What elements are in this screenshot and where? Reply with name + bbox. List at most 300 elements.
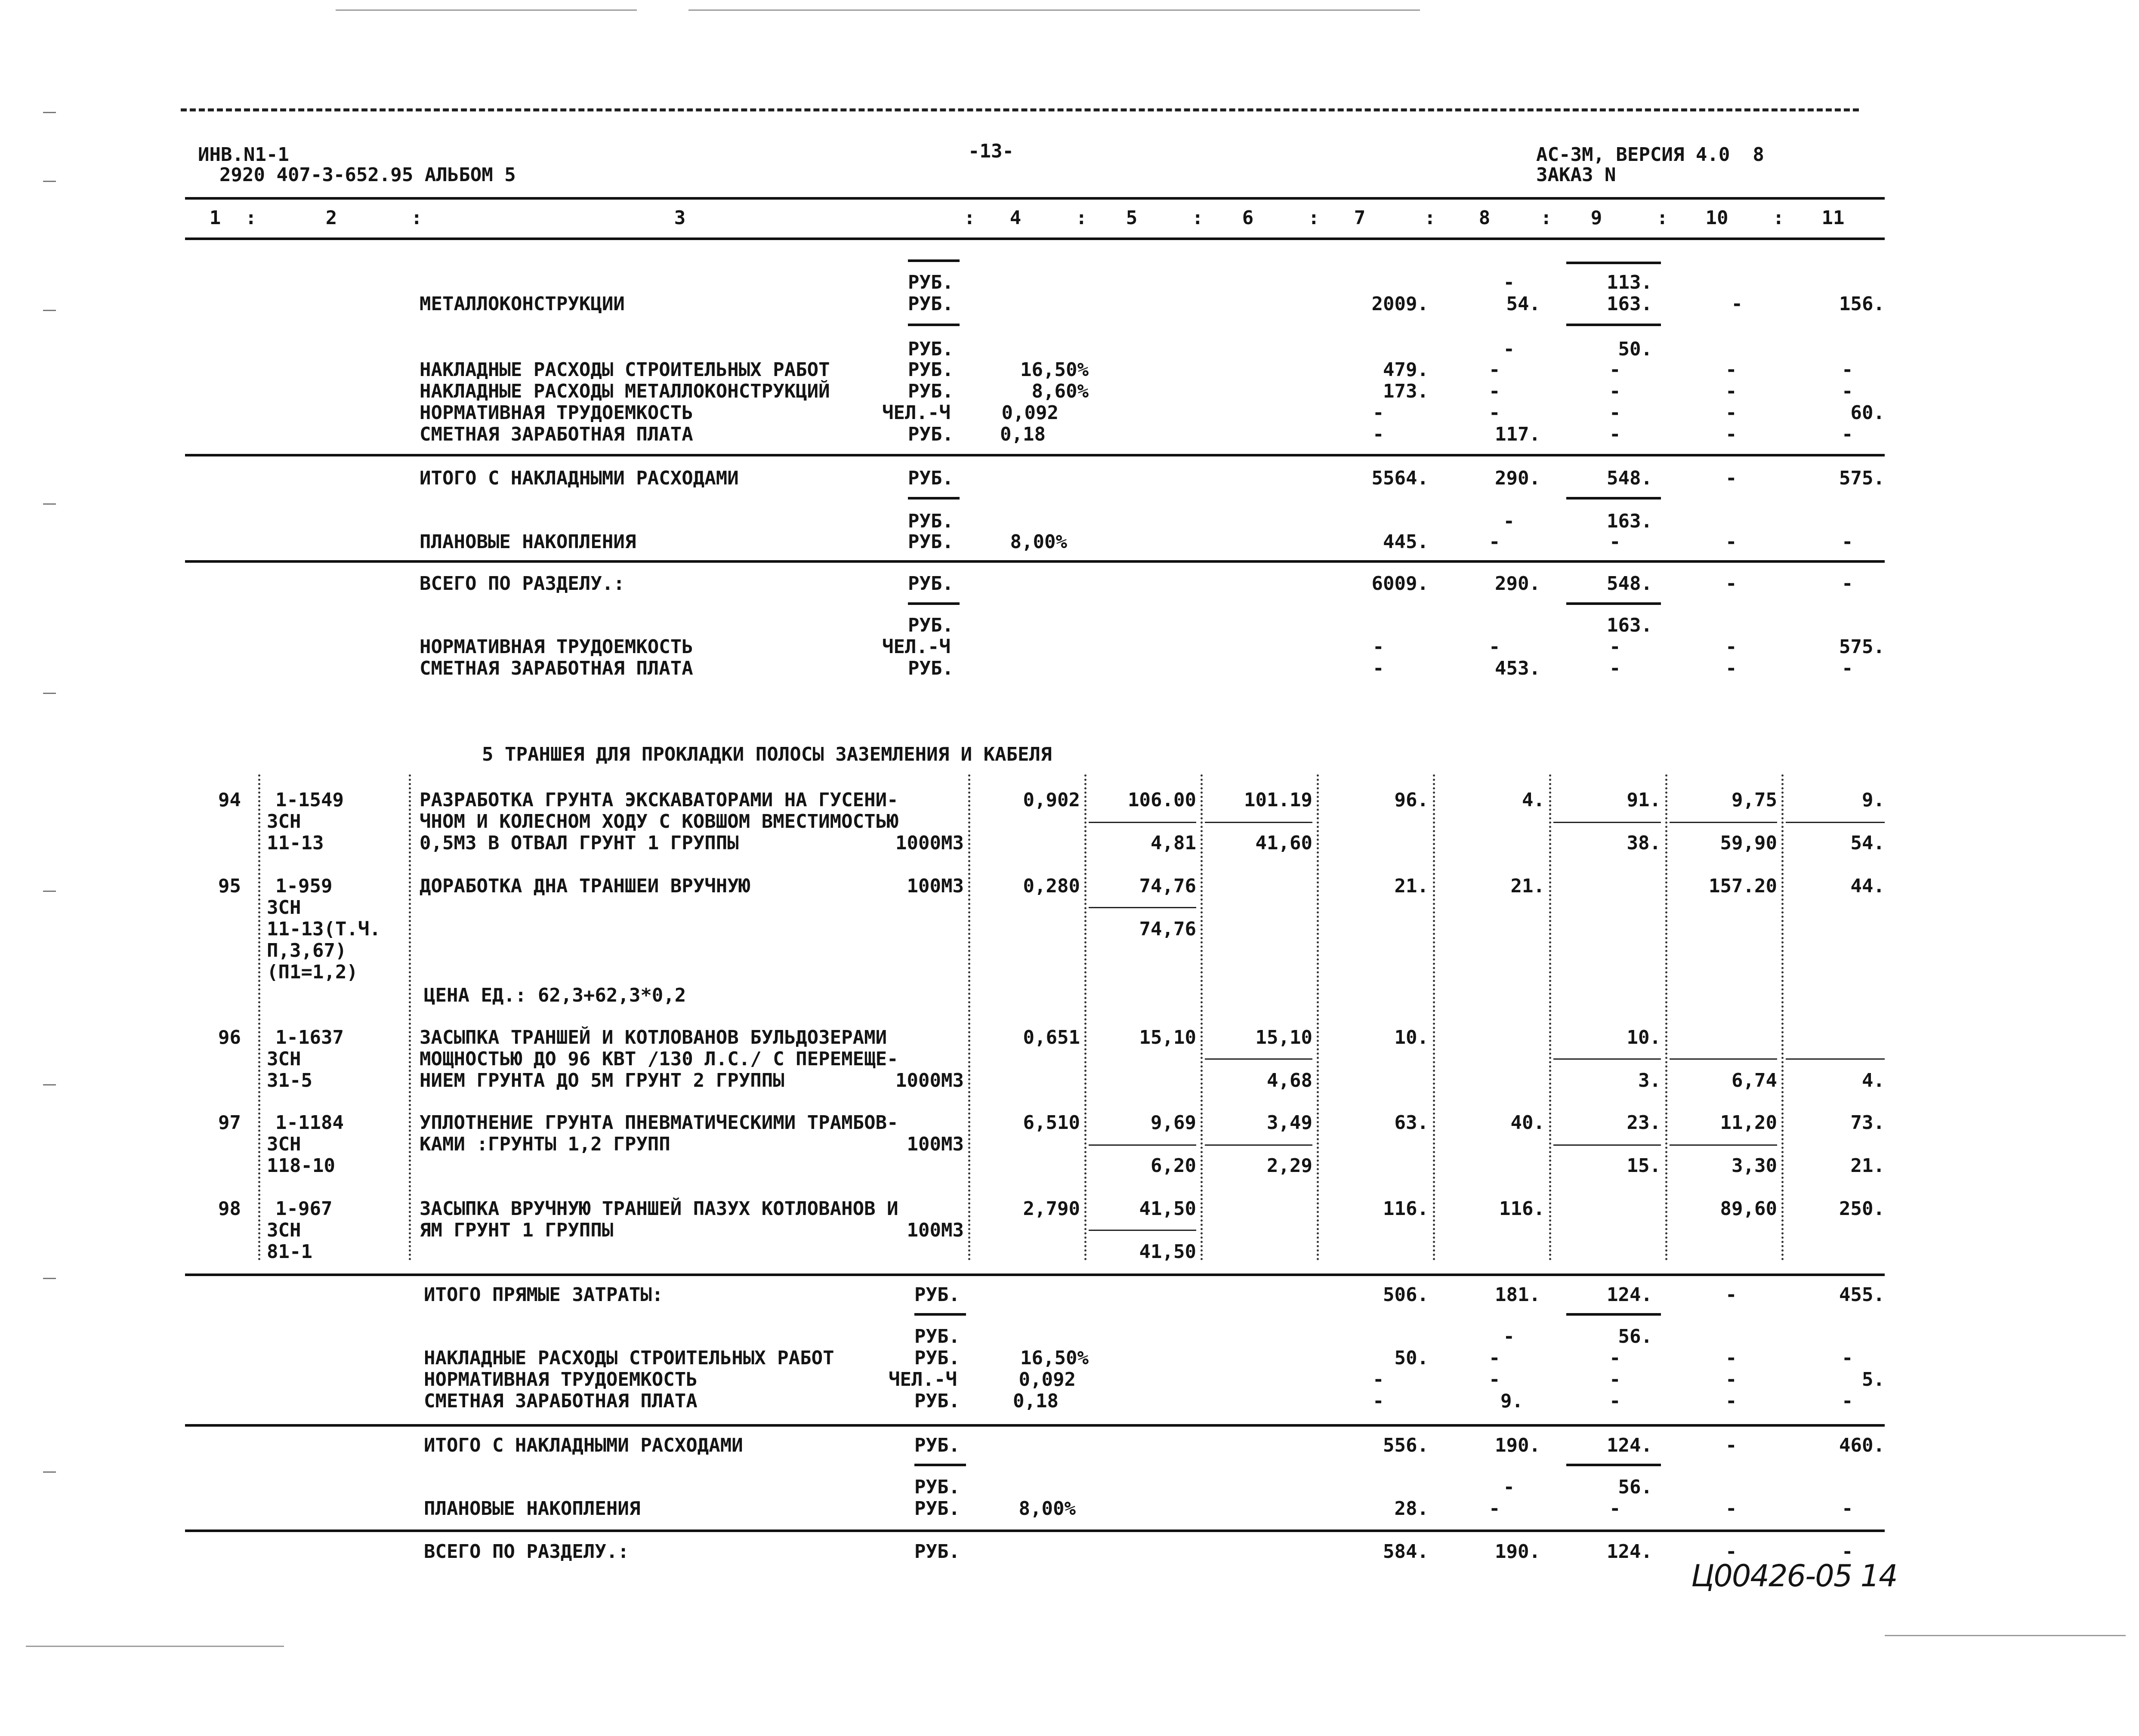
cell-c8: 181. (1495, 1284, 1540, 1306)
cell-c5: 6,20 (1151, 1155, 1196, 1177)
cell-c9: 56. (1618, 1476, 1652, 1498)
row-label: НАКЛАДНЫЕ РАСХОДЫ СТРОИТЕЛЬНЫХ РАБОТ (424, 1347, 834, 1369)
cell-rule (1553, 1144, 1661, 1146)
edge-mark (43, 1084, 56, 1085)
rate-code: 11-13(Т.Ч. (267, 918, 381, 940)
cell-c7: - (1373, 402, 1384, 424)
column-separator (409, 774, 411, 1261)
cell-c8: - (1503, 338, 1515, 360)
work-description: УПЛОТНЕНИЕ ГРУНТА ПНЕВМАТИЧЕСКИМИ ТРАМБОВ- (420, 1112, 898, 1134)
row-label: ПЛАНОВЫЕ НАКОПЛЕНИЯ (424, 1498, 641, 1520)
unit-label: РУБ. (908, 338, 954, 360)
cell-c11: - (1842, 1498, 1853, 1520)
cell-c9: 23. (1627, 1112, 1661, 1134)
cell-c7: 2009. (1371, 293, 1429, 315)
cell-c8: - (1489, 359, 1500, 381)
cell-c5: 106.00 (1128, 789, 1196, 811)
cell-c8: 54. (1506, 293, 1540, 315)
column-separator (258, 774, 260, 1261)
unit-underline (908, 259, 960, 262)
unit-label: РУБ. (908, 614, 954, 636)
cell-c10: - (1725, 636, 1737, 658)
column-separator (1781, 774, 1784, 1261)
cell-c4: 0,18 (1000, 423, 1046, 445)
cell-c11: 9. (1862, 789, 1885, 811)
cell-c11: - (1842, 573, 1853, 595)
cell-c8: - (1503, 1476, 1515, 1498)
total-label: ИТОГО С НАКЛАДНЫМИ РАСХОДАМИ (420, 467, 739, 489)
column-number: 4 (1009, 207, 1022, 229)
cell-c7: - (1373, 1390, 1384, 1412)
cell-c10: - (1725, 1434, 1737, 1456)
cell-c9: - (1609, 359, 1621, 381)
cell-c7: 556. (1383, 1434, 1429, 1456)
section-rule (185, 1424, 1885, 1427)
column-number: 8 (1478, 207, 1491, 229)
unit-label: РУБ. (908, 380, 954, 402)
cell-c9: 124. (1607, 1541, 1652, 1563)
edge-mark (43, 1471, 56, 1473)
cell-c8: 117. (1495, 423, 1540, 445)
cell-c10: - (1725, 467, 1737, 489)
section-title: 5 ТРАНШЕЯ ДЛЯ ПРОКЛАДКИ ПОЛОСЫ ЗАЗЕМЛЕНИЯ И КАБЕЛЯ (482, 743, 1052, 765)
rate-code: (П1=1,2) (267, 961, 358, 983)
cell-c11: 44. (1850, 875, 1885, 897)
cell-c8: - (1489, 1498, 1500, 1520)
cell-c10: - (1725, 1498, 1737, 1520)
cell-c8: - (1489, 531, 1500, 553)
unit-label: 100М3 (907, 875, 964, 897)
work-description: НИЕМ ГРУНТА ДО 5М ГРУНТ 2 ГРУППЫ (420, 1070, 784, 1092)
cell-c6: 101.19 (1244, 789, 1312, 811)
rate-code: ЗСН (267, 1133, 301, 1155)
scan-mark-line (26, 1646, 284, 1647)
column-separator (1201, 774, 1203, 1261)
cell-c7: 10. (1394, 1027, 1429, 1048)
cell-c10: - (1725, 573, 1737, 595)
cell-c10: - (1731, 293, 1743, 315)
header-rule (185, 197, 1885, 200)
cell-c9: - (1609, 423, 1621, 445)
cell-c7: 96. (1394, 789, 1429, 811)
cell-c8: - (1489, 636, 1500, 658)
cell-c4: 8,60% (1031, 380, 1089, 402)
rate-code: 1-1637 (275, 1027, 344, 1048)
cell-rule (1566, 262, 1661, 264)
cell-c7: 5564. (1371, 467, 1429, 489)
column-number: 6 (1242, 207, 1254, 229)
cell-c5: 41,50 (1139, 1241, 1196, 1263)
column-separator (1665, 774, 1667, 1261)
cell-c10: 59,90 (1720, 832, 1777, 854)
cell-c7: 50. (1394, 1347, 1429, 1369)
cell-c4: 8,00% (1019, 1498, 1076, 1520)
cell-c4: 6,510 (1023, 1112, 1080, 1134)
cell-c9: - (1609, 1498, 1621, 1520)
cell-c7: 6009. (1371, 573, 1429, 595)
cell-rule (1670, 1144, 1777, 1146)
cell-rule (1205, 1058, 1312, 1060)
unit-label: 1000М3 (895, 832, 964, 854)
cell-c5: 41,50 (1139, 1198, 1196, 1220)
cell-c8: - (1503, 510, 1515, 532)
column-number: 2 (325, 207, 337, 229)
cell-c7: - (1373, 423, 1384, 445)
cell-c10: - (1725, 423, 1737, 445)
column-separator (1549, 774, 1551, 1261)
cell-c11: - (1842, 359, 1853, 381)
cell-c6: 41,60 (1255, 832, 1312, 854)
order-number: ЗАКАЗ N (1536, 164, 1616, 186)
unit-label: РУБ. (908, 657, 954, 679)
top-dashed-rule (181, 108, 1859, 111)
cell-c9: - (1609, 657, 1621, 679)
unit-label: РУБ. (908, 359, 954, 381)
column-separator (1317, 774, 1319, 1261)
cell-c4: 0,651 (1023, 1027, 1080, 1048)
cell-c9: - (1609, 380, 1621, 402)
cell-c7: - (1373, 657, 1384, 679)
cell-c8: 4. (1522, 789, 1545, 811)
row-label: СМЕТНАЯ ЗАРАБОТНАЯ ПЛАТА (424, 1390, 698, 1412)
cell-c7: 21. (1394, 875, 1429, 897)
cell-c8: 290. (1495, 467, 1540, 489)
rate-code: ЗСН (267, 1219, 301, 1241)
cell-c9: 124. (1607, 1284, 1652, 1306)
total-label: ИТОГО С НАКЛАДНЫМИ РАСХОДАМИ (424, 1434, 743, 1456)
cell-c4: 2,790 (1023, 1198, 1080, 1220)
page-number: -13- (968, 140, 1014, 162)
cell-c11: 156. (1839, 293, 1885, 315)
rate-code: П,3,67) (267, 940, 347, 962)
cell-rule (1566, 602, 1661, 605)
row-label: ПЛАНОВЫЕ НАКОПЛЕНИЯ (420, 531, 636, 553)
rate-code: ЗСН (267, 811, 301, 833)
work-description: ЧНОМ И КОЛЕСНОМ ХОДУ С КОВШОМ ВМЕСТИМОСТЬЮ (420, 811, 898, 833)
unit-label: РУБ. (914, 1434, 960, 1456)
column-number: 11 (1821, 207, 1845, 229)
cell-rule (1553, 822, 1661, 823)
row-label: НАКЛАДНЫЕ РАСХОДЫ СТРОИТЕЛЬНЫХ РАБОТ (420, 359, 830, 381)
cell-c4: 16,50% (1020, 1347, 1089, 1369)
rate-code: 11-13 (267, 832, 324, 854)
cell-c10: 9,75 (1732, 789, 1777, 811)
row-label: СМЕТНАЯ ЗАРАБОТНАЯ ПЛАТА (420, 423, 693, 445)
cell-c10: 157.20 (1709, 875, 1777, 897)
cell-c9: 38. (1627, 832, 1661, 854)
cell-c9: 91. (1627, 789, 1661, 811)
unit-underline (914, 1313, 966, 1316)
item-number: 98 (218, 1198, 241, 1220)
row-label: МЕТАЛЛОКОНСТРУКЦИИ (420, 293, 625, 315)
work-description: 0,5М3 В ОТВАЛ ГРУНТ 1 ГРУППЫ (420, 832, 739, 854)
cell-rule (1089, 822, 1196, 823)
cell-c8: - (1489, 1347, 1500, 1369)
cell-c9: 163. (1607, 510, 1652, 532)
cell-c11: 250. (1839, 1198, 1885, 1220)
cell-c11: 575. (1839, 467, 1885, 489)
cell-c9: - (1609, 1347, 1621, 1369)
cell-c4: 8,00% (1010, 531, 1067, 553)
cell-rule (1566, 1313, 1661, 1316)
cell-rule (1786, 1058, 1885, 1060)
column-number: 1 (209, 207, 221, 229)
unit-label: РУБ. (914, 1476, 960, 1498)
unit-underline (908, 324, 960, 326)
unit-label: РУБ. (914, 1284, 960, 1306)
cell-rule (1089, 1230, 1196, 1231)
cell-c10: - (1725, 1541, 1737, 1563)
edge-mark (43, 310, 56, 311)
cell-c11: 73. (1850, 1112, 1885, 1134)
unit-label: РУБ. (914, 1541, 960, 1563)
work-description: ДОРАБОТКА ДНА ТРАНШЕИ ВРУЧНУЮ (420, 875, 750, 897)
cell-c7: 479. (1383, 359, 1429, 381)
cell-rule (1566, 324, 1661, 326)
column-separator (1084, 774, 1086, 1261)
column-number: 7 (1354, 207, 1366, 229)
cell-c11: - (1842, 423, 1853, 445)
cell-c11: 575. (1839, 636, 1885, 658)
item-number: 96 (218, 1027, 241, 1048)
cell-c10: 11,20 (1720, 1112, 1777, 1134)
section-total-label: ВСЕГО ПО РАЗДЕЛУ.: (424, 1541, 629, 1563)
rate-code: 1-1184 (275, 1112, 344, 1134)
rate-code: 31-5 (267, 1070, 312, 1092)
row-label: НАКЛАДНЫЕ РАСХОДЫ МЕТАЛЛОКОНСТРУКЦИЙ (420, 380, 830, 402)
row-label: НОРМАТИВНАЯ ТРУДОЕМКОСТЬ (420, 636, 693, 658)
cell-c8: - (1503, 1326, 1515, 1347)
edge-mark (43, 693, 56, 694)
cell-c7: 506. (1383, 1284, 1429, 1306)
unit-label: ЧЕЛ.-Ч (882, 402, 951, 424)
rate-code: ЗСН (267, 1048, 301, 1070)
cell-c7: 445. (1383, 531, 1429, 553)
cell-c4: 16,50% (1020, 359, 1089, 381)
cell-c6: 3,49 (1267, 1112, 1312, 1134)
cell-rule (1205, 1144, 1312, 1146)
unit-label: РУБ. (908, 531, 954, 553)
rate-code: 1-959 (275, 875, 333, 897)
cell-rule (1205, 822, 1312, 823)
cell-c5: 9,69 (1151, 1112, 1196, 1134)
cell-c8: 290. (1495, 573, 1540, 595)
header-rule (185, 237, 1885, 240)
cell-c6: 2,29 (1267, 1155, 1312, 1177)
cell-c7: 63. (1394, 1112, 1429, 1134)
unit-underline (908, 497, 960, 500)
unit-label: РУБ. (908, 573, 954, 595)
cell-c11: 21. (1850, 1155, 1885, 1177)
cell-c8: 116. (1499, 1198, 1545, 1220)
cell-c11: - (1842, 531, 1853, 553)
cell-c10: - (1725, 657, 1737, 679)
unit-label: ЧЕЛ.-Ч (889, 1369, 957, 1391)
unit-label: 100М3 (907, 1219, 964, 1241)
cell-c5: 74,76 (1139, 918, 1196, 940)
row-label: НОРМАТИВНАЯ ТРУДОЕМКОСТЬ (424, 1369, 698, 1391)
cell-c11: - (1842, 380, 1853, 402)
cell-c7: 173. (1383, 380, 1429, 402)
cell-rule (1553, 1058, 1661, 1060)
cell-c11: 4. (1862, 1070, 1885, 1092)
column-separator (1433, 774, 1435, 1261)
unit-label: 1000М3 (895, 1070, 964, 1092)
rate-code: ЗСН (267, 897, 301, 919)
column-number: 9 (1590, 207, 1602, 229)
cell-rule (1566, 497, 1661, 500)
section-rule (185, 1529, 1885, 1532)
cell-c5: 74,76 (1139, 875, 1196, 897)
cell-c9: 10. (1627, 1027, 1661, 1048)
work-description: ЗАСЫПКА ВРУЧНУЮ ТРАНШЕЙ ПАЗУХ КОТЛОВАНОВ И (420, 1198, 898, 1220)
cell-rule (1566, 1464, 1661, 1466)
cell-c5: 15,10 (1139, 1027, 1196, 1048)
cell-c8: 9. (1500, 1390, 1523, 1412)
cell-c5: 4,81 (1151, 832, 1196, 854)
cell-c11: - (1842, 1541, 1853, 1563)
unit-label: РУБ. (914, 1326, 960, 1347)
cell-c10: - (1725, 380, 1737, 402)
cell-c11: 455. (1839, 1284, 1885, 1306)
cell-c9: 15. (1627, 1155, 1661, 1177)
cell-c7: 584. (1383, 1541, 1429, 1563)
cell-c9: 163. (1607, 293, 1652, 315)
cell-c6: 15,10 (1255, 1027, 1312, 1048)
cell-rule (1670, 1058, 1777, 1060)
cell-c11: 5. (1862, 1369, 1885, 1391)
cell-c9: 56. (1618, 1326, 1652, 1347)
item-number: 97 (218, 1112, 241, 1134)
cell-rule (1089, 1144, 1196, 1146)
rate-code: 1-1549 (275, 789, 344, 811)
cell-c11: 460. (1839, 1434, 1885, 1456)
cell-c8: - (1503, 271, 1515, 293)
cell-c11: 54. (1850, 832, 1885, 854)
cell-c9: - (1609, 636, 1621, 658)
edge-mark (43, 1278, 56, 1279)
column-separator (968, 774, 970, 1261)
cell-c9: 548. (1607, 467, 1652, 489)
cell-c9: - (1609, 402, 1621, 424)
unit-underline (914, 1464, 966, 1466)
scan-mark-line (336, 9, 637, 11)
cell-c9: 163. (1607, 614, 1652, 636)
cell-c8: 453. (1495, 657, 1540, 679)
cell-c8: 190. (1495, 1434, 1540, 1456)
cell-c9: 124. (1607, 1434, 1652, 1456)
work-description: МОЩНОСТЬЮ ДО 96 КВТ /130 Л.С./ С ПЕРЕМЕЩЕ- (420, 1048, 898, 1070)
cell-rule (1089, 907, 1196, 908)
cell-c7: - (1373, 1369, 1384, 1391)
total-label: ИТОГО ПРЯМЫЕ ЗАТРАТЫ: (424, 1284, 664, 1306)
section-total-label: ВСЕГО ПО РАЗДЕЛУ.: (420, 573, 625, 595)
unit-label: РУБ. (908, 423, 954, 445)
cell-c9: - (1609, 1369, 1621, 1391)
row-label: СМЕТНАЯ ЗАРАБОТНАЯ ПЛАТА (420, 657, 693, 679)
rate-code: 81-1 (267, 1241, 312, 1263)
rate-code: 1-967 (275, 1198, 333, 1220)
cell-c10: - (1725, 359, 1737, 381)
unit-label: РУБ. (914, 1347, 960, 1369)
column-number: 3 (674, 207, 686, 229)
cell-c10: - (1725, 1369, 1737, 1391)
edge-mark (43, 891, 56, 892)
cell-c4: 0,280 (1023, 875, 1080, 897)
unit-label: РУБ. (914, 1498, 960, 1520)
project-code: 2920 407-3-652.95 АЛЬБОМ 5 (219, 164, 516, 186)
unit-underline (908, 602, 960, 605)
cell-c9: - (1609, 1390, 1621, 1412)
cell-c4: 0,902 (1023, 789, 1080, 811)
cell-c4: 0,092 (1001, 402, 1059, 424)
unit-label: РУБ. (914, 1390, 960, 1412)
cell-c9: 113. (1607, 271, 1652, 293)
cell-c7: 116. (1383, 1198, 1429, 1220)
edge-mark (43, 181, 56, 182)
rate-code: 118-10 (267, 1155, 335, 1177)
unit-label: 100М3 (907, 1133, 964, 1155)
section-rule (185, 560, 1885, 563)
program-version: АС-3М, ВЕРСИЯ 4.0 8 (1536, 144, 1764, 166)
cell-c10: - (1725, 531, 1737, 553)
unit-label: ЧЕЛ.-Ч (882, 636, 951, 658)
cell-c10: - (1725, 1284, 1737, 1306)
column-number: 5 (1126, 207, 1138, 229)
cell-c6: 4,68 (1267, 1070, 1312, 1092)
cell-c10: 89,60 (1720, 1198, 1777, 1220)
cell-c7: - (1373, 636, 1384, 658)
cell-c9: - (1609, 531, 1621, 553)
cell-c8: - (1489, 402, 1500, 424)
cell-c9: 548. (1607, 573, 1652, 595)
row-label: НОРМАТИВНАЯ ТРУДОЕМКОСТЬ (420, 402, 693, 424)
section-rule (185, 454, 1885, 456)
work-description: РАЗРАБОТКА ГРУНТА ЭКСКАВАТОРАМИ НА ГУСЕНИ- (420, 789, 898, 811)
cell-c10: - (1725, 402, 1737, 424)
work-description: КАМИ :ГРУНТЫ 1,2 ГРУПП (420, 1133, 670, 1155)
cell-c10: 3,30 (1732, 1155, 1777, 1177)
column-number: 10 (1705, 207, 1728, 229)
cell-c11: 60. (1850, 402, 1885, 424)
cell-c4: 0,18 (1013, 1390, 1059, 1412)
cell-c11: - (1842, 1390, 1853, 1412)
item-number: 95 (218, 875, 241, 897)
cell-c8: - (1489, 1369, 1500, 1391)
cell-c10: 6,74 (1732, 1070, 1777, 1092)
cell-c8: - (1489, 380, 1500, 402)
edge-mark (43, 112, 56, 113)
unit-label: РУБ. (908, 467, 954, 489)
inventory-number: ИНВ.N1-1 (198, 144, 289, 166)
cell-c9: 3. (1638, 1070, 1661, 1092)
cell-c8: 21. (1510, 875, 1545, 897)
cell-c10: - (1725, 1390, 1737, 1412)
cell-c8: 190. (1495, 1541, 1540, 1563)
cell-c7: 28. (1394, 1498, 1429, 1520)
unit-label: РУБ. (908, 510, 954, 532)
work-description: ЗАСЫПКА ТРАНШЕЙ И КОТЛОВАНОВ БУЛЬДОЗЕРАМИ (420, 1027, 887, 1048)
unit-label: РУБ. (908, 293, 954, 315)
cell-c9: 50. (1618, 338, 1652, 360)
cell-c8: 40. (1510, 1112, 1545, 1134)
scan-mark-line (688, 9, 1420, 11)
work-description: ЯМ ГРУНТ 1 ГРУППЫ (420, 1219, 614, 1241)
document-page: ИНВ.N1-1 2920 407-3-652.95 АЛЬБОМ 5 -13- АС-3М, ВЕРСИЯ 4.0 8 ЗАКАЗ N 1 2 3 4 5 6 7 8 9 10 11 : : : : : : : : : : РУБ. - 113. МЕТАЛЛОКОНСТРУКЦИИ РУБ. 2009. 54. 163. - 156. РУБ. - 50. НАКЛАДНЫЕ РАСХОДЫ СТРОИТЕЛЬНЫХ РАБОТ РУБ. 16,50% 479. - - - - НАКЛАДНЫЕ РАСХОДЫ МЕТАЛЛОКОНСТРУКЦИЙ РУБ. 8,60% 173. - - - - НОРМАТИВНАЯ ТРУДОЕМКОСТЬ ЧЕЛ.-Ч 0,092 - - - - 60. СМЕТНАЯ ЗАРАБОТНАЯ ПЛАТА РУБ. 0,18 - 117. - - - ИТОГО С НАКЛАДНЫМИ РАСХОДАМИ РУБ. 5564. 290. 548. - 575. РУБ. - 163. ПЛАНОВЫЕ НАКОПЛЕНИЯ РУБ. 8,00% 445. - - - - ВСЕГО ПО РАЗДЕЛУ.: РУБ. 6009. 290. 548. - - РУБ. 163. НОРМАТИВНАЯ ТРУДОЕМКОСТЬ ЧЕЛ.-Ч - - - - 575. СМЕТНАЯ ЗАРАБОТНАЯ ПЛАТА РУБ. - 453. - - - 5 ТРАНШЕЯ ДЛЯ ПРОКЛАДКИ ПОЛОСЫ ЗАЗЕМЛЕНИЯ И КАБЕЛЯ 94 1-1549 ЗСН 11-13 РАЗРАБОТКА ГРУНТА ЭКСКАВАТОРАМИ НА ГУСЕНИ- ЧНОМ И КОЛЕСНОМ ХОДУ С КОВШОМ ВМЕСТИМОСТЬЮ 0,5М3 В ОТВАЛ ГРУНТ 1 ГРУППЫ 1000М3 0,902 106.00 4,81 101.19 41,60 96. 4. 91. 38. 9,75 59,90 9. 54. 95 1-959 ЗСН 11-13(Т.Ч. П,3,67) (П1=1,2) ДОРАБОТКА ДНА ТРАНШЕИ ВРУЧНУЮ 100М3 0,280 74,76 74,76 21. 21. 157.20 44. ЦЕНА ЕД.: 62,3+62,3*0,2 96 1-1637 ЗСН 31-5 ЗАСЫПКА ТРАНШЕЙ И КОТЛОВАНОВ БУЛЬДОЗЕРАМИ МОЩНОСТЬЮ ДО 96 КВТ /130 Л.С./ С ПЕРЕМЕЩЕ- НИЕМ ГРУНТА ДО 5М ГРУНТ 2 ГРУППЫ 1000М3 0,651 15,10 15,10 4,68 10. 10. 3. 6,74 4. 97 1-1184 ЗСН 118-10 УПЛОТНЕНИЕ ГРУНТА ПНЕВМАТИЧЕСКИМИ ТРАМБОВ- КАМИ :ГРУНТЫ 1,2 ГРУПП 100М3 6,510 9,69 6,20 3,49 2,29 63. 40. 23. 15. 11,20 3,30 73. 21. 98 1-967 ЗСН 81-1 ЗАСЫПКА ВРУЧНУЮ ТРАНШЕЙ ПАЗУХ КОТЛОВАНОВ И ЯМ ГРУНТ 1 ГРУППЫ 100М3 2,790 41,50 41,50 116. 116. 89,60 250. ИТОГО ПРЯМЫЕ ЗАТРАТЫ: РУБ. 506. 181. 124. - 455. РУБ. - 56. НАКЛАДНЫЕ РАСХОДЫ СТРОИТЕЛЬНЫХ РАБОТ РУБ. 16,50% 50. - - - - НОРМАТИВНАЯ ТРУДОЕМКОСТЬ ЧЕЛ.-Ч 0,092 - - - - 5. СМЕТНАЯ ЗАРАБОТНАЯ ПЛАТА РУБ. 0,18 - 9. - - - ИТОГО С НАКЛАДНЫМИ РАСХОДАМИ РУБ. 556. 190. 124. - 460. РУБ. - 56. ПЛАНОВЫЕ НАКОПЛЕНИЯ РУБ. 8,00% 28. - - - - ВСЕГО ПО РАЗДЕЛУ.: РУБ. 584. 190. 124. - - Ц00426-05 14 (0, 0, 2139, 1736)
section-rule (185, 1273, 1885, 1276)
cell-c10: - (1725, 1347, 1737, 1369)
cell-c11: - (1842, 657, 1853, 679)
